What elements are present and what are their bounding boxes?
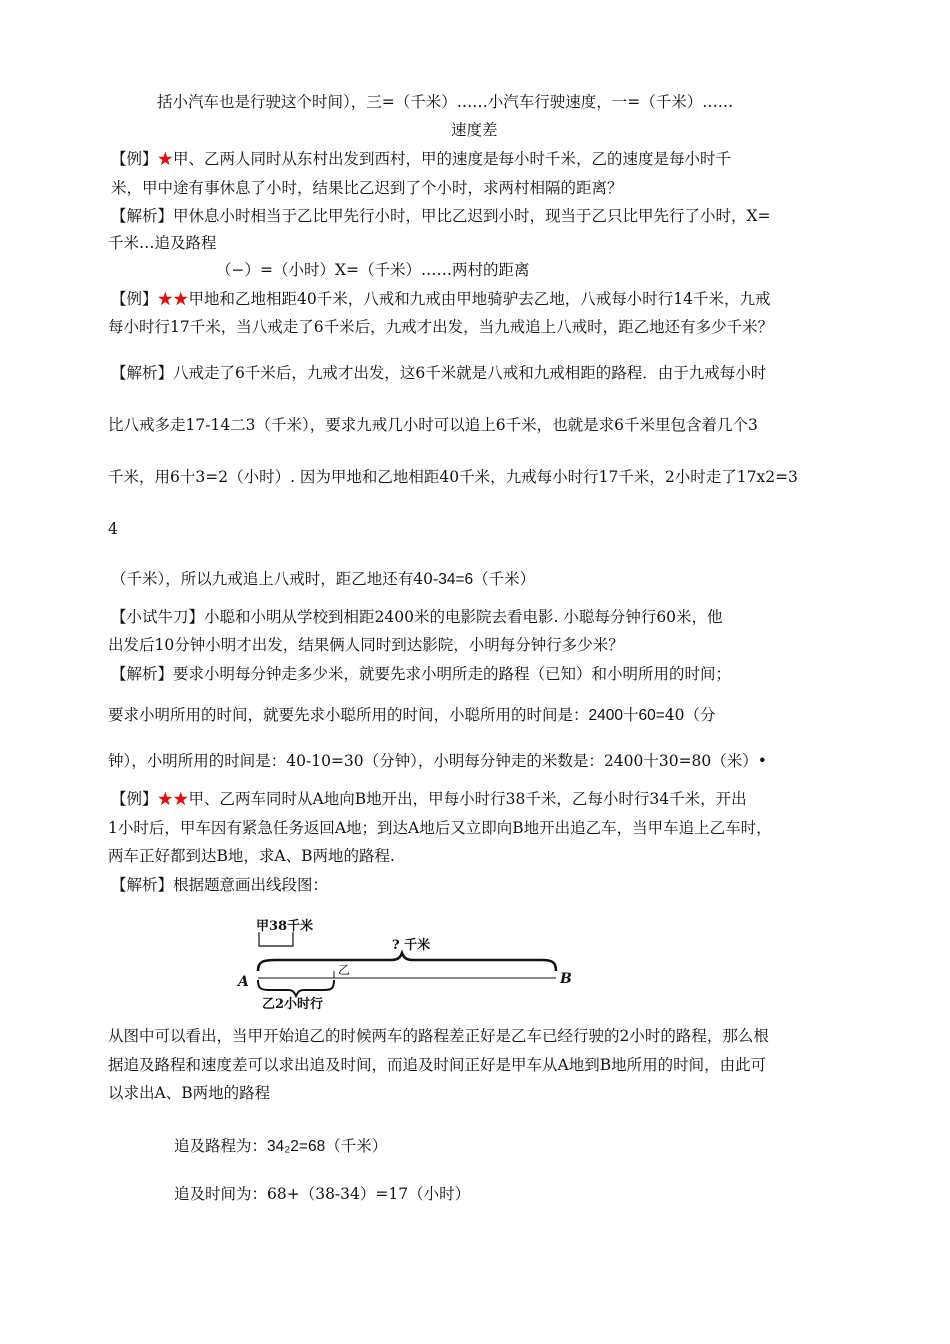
yi-label: 乙2小时行	[262, 997, 324, 1012]
text-line: 从图中可以看出，当甲开始追乙的时候两车的路程差正好是乙车已经行驶的2小时的路程，那么根	[108, 1027, 769, 1045]
analysis-text: 根据题意画出线段图：	[173, 876, 329, 894]
analysis-1-line	[111, 205, 771, 227]
text-line: 米，甲中途有事休息了小时，结果比乙迟到了个小时，求两村相隔的距离？	[111, 179, 623, 197]
trial-line	[111, 606, 723, 628]
text-part: 34=6	[438, 571, 474, 588]
yi-brace	[258, 980, 334, 996]
analysis-3-line	[111, 663, 731, 685]
analysis-text: 甲休息小时相当于乙比甲先行小时，甲比乙迟到小时，现当于乙只比甲先行了小时，X=	[173, 207, 771, 225]
line-segment-diagram	[230, 910, 580, 1012]
text-part: 要求小明所用的时间，就要先求小聪所用的时间，小聪所用的时间是：	[108, 706, 589, 724]
example-text: 甲、乙两车同时从A地向B地开出，甲每小时行38千米，乙每小时行34千米，开出	[188, 790, 747, 808]
text-line: 以求出A、B两地的路程	[108, 1084, 271, 1102]
text-line	[108, 704, 716, 727]
text-line: 1小时后，甲车因有紧急任务返回A地；到达A地后又立即向B地开出追乙车，当甲车追上乙车时，	[108, 819, 772, 837]
point-a: A	[238, 974, 249, 990]
text-line: 出发后10分钟小明才出发，结果俩人同时到达影院，小明每分钟行多少米？	[108, 636, 624, 654]
analysis-tag: 【解析】	[111, 665, 174, 683]
question-label: ? 千米	[392, 938, 431, 953]
text-line: 据追及路程和速度差可以求出追及时间，而追及时间正好是甲车从A地到B地所用的时间，由此可	[108, 1056, 767, 1074]
text-line: 速度差	[451, 121, 498, 139]
point-b: B	[560, 971, 572, 987]
analysis-4-line	[111, 874, 328, 896]
text-part: （千米）	[325, 1137, 388, 1155]
analysis-tag: 【解析】	[111, 364, 174, 382]
text-line: 两车正好都到达B地，求A、B两地的路程.	[108, 847, 395, 865]
total-brace	[258, 953, 556, 971]
text-part: 40（分	[664, 706, 716, 724]
text-line: 千米…追及路程	[108, 234, 217, 252]
jia-bracket	[259, 932, 293, 946]
star-icon: ★★	[157, 290, 189, 308]
text-line: （−）=（小时）X=（千米）……两村的距离	[216, 261, 530, 279]
text-line: 追及时间为：68+（38-34）=17（小时）	[174, 1185, 471, 1203]
yi-mark: 乙	[338, 963, 351, 977]
text-line	[174, 1135, 387, 1158]
example-tag: 【例】	[111, 790, 158, 808]
example-tag: 【例】	[111, 150, 158, 168]
text-line: 括小汽车也是行驶这个时间），三=（千米）……小汽车行驶速度，一=（千米）……	[157, 93, 734, 111]
text-part: （千米）	[473, 570, 536, 588]
text-line: 4	[108, 520, 118, 538]
example-2-line	[111, 288, 770, 310]
text-line	[111, 568, 535, 591]
analysis-text: 八戒走了6千米后，九戒才出发，这6千米就是八戒和九戒相距的路程．由于九戒每小时	[173, 364, 767, 382]
analysis-tag: 【解析】	[111, 207, 174, 225]
text-part: 34₂2=68	[267, 1138, 326, 1155]
example-text: 甲、乙两人同时从东村出发到西村，甲的速度是每小时千米，乙的速度是每小时千	[173, 150, 732, 168]
analysis-text: 要求小明每分钟走多少米，就要先求小明所走的路程（已知）和小明所用的时间；	[173, 665, 732, 683]
trial-text: 小聪和小明从学校到相距2400米的电影院去看电影. 小聪每分钟行60米，他	[204, 608, 723, 626]
example-tag: 【例】	[111, 290, 158, 308]
analysis-2-line	[111, 362, 766, 384]
text-line: 每小时行17千米，当八戒走了6千米后，九戒才出发，当九戒追上八戒时，距乙地还有多少千米？	[108, 318, 774, 336]
star-icon: ★	[157, 150, 174, 168]
text-line: 比八戒多走17-14二3（千米），要求九戒几小时可以追上6千米，也就是求6千米里包含着几个3	[108, 416, 758, 434]
text-line: 千米，用6十3=2（小时）. 因为甲地和乙地相距40千米，九戒每小时行17千米，2小时走了17x2=3	[108, 468, 798, 486]
text-part: （千米），所以九戒追上八戒时，距乙地还有40-	[111, 570, 439, 588]
example-1-line	[111, 148, 731, 170]
text-part: 追及路程为：	[174, 1137, 268, 1155]
analysis-tag: 【解析】	[111, 876, 174, 894]
example-3-line	[111, 788, 747, 810]
jia-label: 甲38千米	[256, 919, 314, 934]
text-part: 2400十60=	[588, 707, 665, 724]
text-line: 钟），小明所用的时间是：40-10=30（分钟），小明每分钟走的米数是：2400十30=80（米）•	[108, 752, 767, 770]
example-text: 甲地和乙地相距40千米，八戒和九戒由甲地骑驴去乙地，八戒每小时行14千米，九戒	[188, 290, 771, 308]
star-icon: ★★	[157, 790, 189, 808]
trial-tag: 【小试牛刀】	[111, 608, 205, 626]
